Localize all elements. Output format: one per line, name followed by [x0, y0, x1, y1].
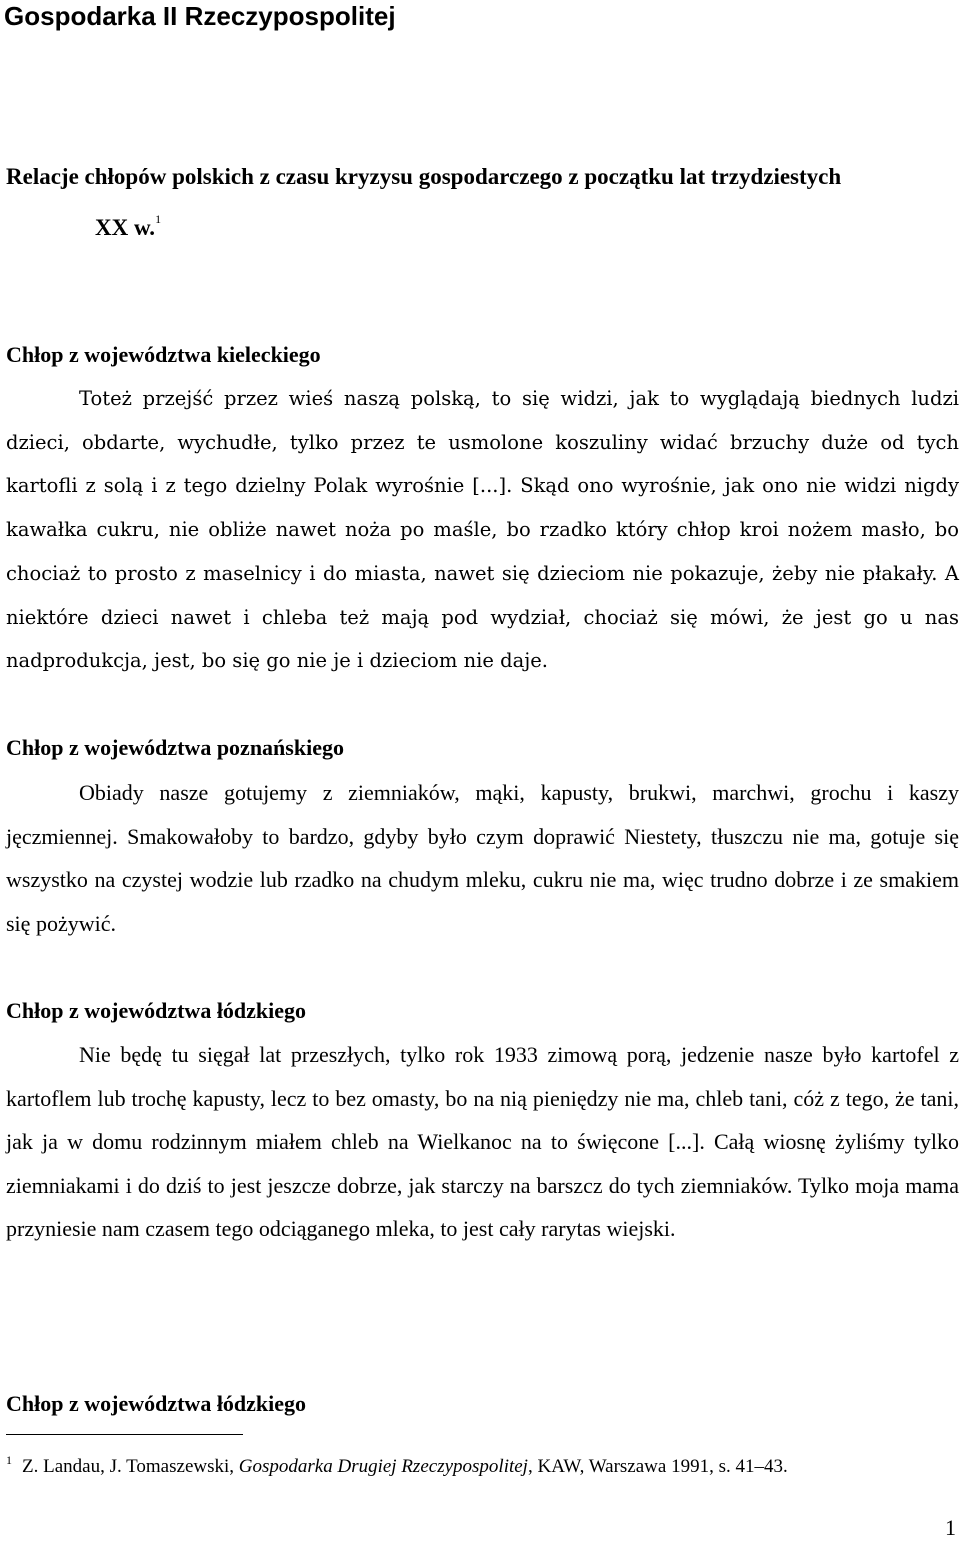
footnote-work-title: Gospodarka Drugiej Rzeczypospolitej [238, 1456, 528, 1477]
section-heading-lodzkie: Chłop z województwa łódzkiego [6, 998, 307, 1023]
page-number: 1 [945, 1515, 956, 1540]
footnote-authors: Z. Landau, J. Tomaszewski, [22, 1456, 235, 1477]
section-paragraph-lodzkie: Nie będę tu sięgał lat przeszłych, tylko rok 1933 zimową porą, jedzenie nasze było kartofel z kartoflem lub trochę kapusty, lecz to bez omasty, bo na nią pieniędzy nie ma, chleb tani, cóż z tego, że tani, jak ja w domu rodzinnym miałem chleb na Wielkanoc na to święcone [...]. Całą wiosnę żyliśmy tylko ziemniakami i do dziś to jest jeszcze dobrze, jak starczy na barszcz do tych ziemniaków. Tylko moja mama przyniesie nam czasem tego odciąganego mleka, to jest cały rarytas wiejski. [6, 1042, 959, 1242]
section-heading-lodzkie-2: Chłop z województwa łódzkiego [6, 1391, 307, 1416]
footnote-publication: , KAW, Warszawa 1991, s. 41–43. [527, 1456, 788, 1477]
footnote-reference[interactable]: 1 [155, 212, 162, 226]
subtitle-line-1: Relacje chłopów polskich z czasu kryzysu gospodarczego z początku lat trzydziestych [6, 164, 842, 189]
footnote-separator [6, 1434, 243, 1435]
section-heading-poznanskie: Chłop z województwa poznańskiego [6, 735, 344, 760]
footnote-number: 1 [6, 1453, 12, 1467]
document-subtitle [6, 156, 959, 249]
section-paragraph-poznanskie: Obiady nasze gotujemy z ziemniaków, mąki, kapusty, brukwi, marchwi, grochu i kaszy jęczmiennej. Smakowałoby to bardzo, gdyby było czym doprawić Niestety, tłuszczu nie ma, gotuje się wszystko na czystej wodzie lub rzadko na chudym mleku, cukru nie ma, więc trudno dobrze i ze smakiem się pożywić. [6, 780, 959, 936]
document-title: Gospodarka II Rzeczypospolitej [4, 1, 396, 31]
section-paragraph-kieleckie: Toteż przejść przez wieś naszą polską, to się widzi, jak to wyglądają biednych ludzi dzieci, obdarte, wychudłe, tylko przez te usmolone koszuliny widać brzuchy duże od tych kartofli z solą i z tego dzielny Polak wyrośnie [...]. Skąd ono wyrośnie, jak ono nie widzi nigdy kawałka cukru, nie obliże nawet noża po maśle, bo rzadko który chłop kroi nożem masło, bo chociaż to prosto z maselnicy i do miasta, nawet się dzieciom nie pokazuje, żeby nie płakały. A niektóre dzieci nawet i chleba też mają pod wydział, chociaż się mówi, że jest go u nas nadprodukcja, jest, bo się go nie je i dzieciom nie daje. [6, 387, 959, 673]
footnote [6, 1446, 788, 1481]
subtitle-line-2 [6, 198, 959, 249]
subtitle-line-2-text: XX w. [95, 215, 156, 240]
section-heading-kieleckie: Chłop z województwa kieleckiego [6, 342, 321, 367]
